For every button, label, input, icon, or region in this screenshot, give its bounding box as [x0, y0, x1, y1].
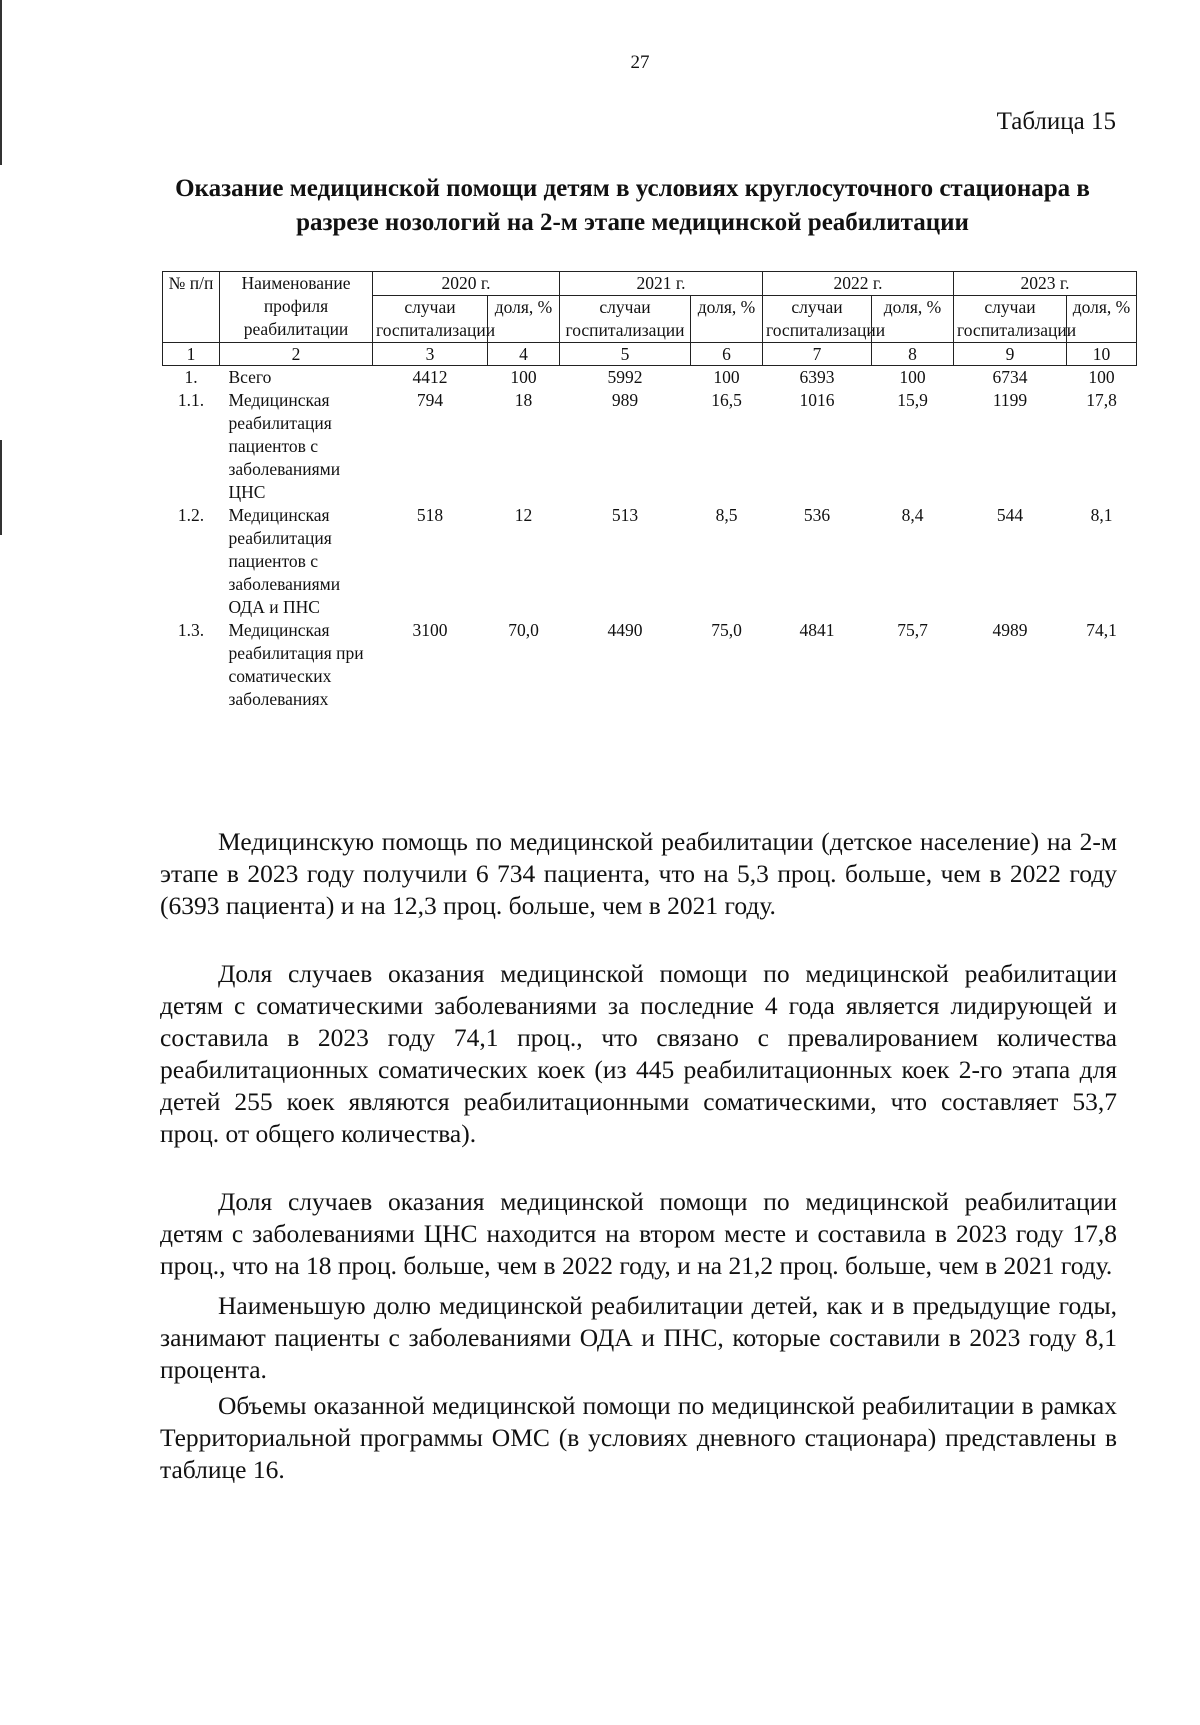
cell-value: 100 [1088, 367, 1115, 387]
col-header-profile: Наименование профиля реабилитации [220, 272, 373, 343]
cell-value: 8,1 [1090, 505, 1113, 525]
cell-value: 1016 [799, 390, 835, 410]
col-header-share: доля, % [872, 296, 954, 343]
column-number: 9 [954, 343, 1067, 366]
table-row [163, 619, 1137, 711]
cell-value: 536 [803, 505, 831, 525]
cell-value: 544 [996, 505, 1024, 525]
header-row-column-numbers [163, 343, 1137, 366]
cell-value: 4490 [607, 620, 643, 640]
row-number: 1.2. [177, 505, 205, 525]
col-header-cases: случаи госпитализации [560, 296, 691, 343]
table-row [163, 366, 1137, 390]
cell-value: 518 [416, 505, 444, 525]
column-number: 10 [1067, 343, 1137, 366]
cell-value: 513 [611, 505, 639, 525]
cell-value: 8,4 [901, 505, 924, 525]
table-row [163, 389, 1137, 504]
row-number: 1.3. [177, 620, 205, 640]
cell-value: 6393 [799, 367, 835, 387]
body-paragraph: Объемы оказанной медицинской помощи по медицинской реабилитации в рамках Территориальной программы ОМС (в условиях дневного стационара) представлены в таблице 16. [160, 1391, 1117, 1484]
column-number: 6 [691, 343, 763, 366]
column-number: 4 [488, 343, 560, 366]
body-paragraph: Доля случаев оказания медицинской помощи по медицинской реабилитации детям с соматическими заболеваниями за последние 4 года является лидирующей и составила в 2023 году 74,1 проц., что связано с превалированием количества реабилитационных соматических коек (из 445 реабилитационных коек 2-го этапа для детей 255 коек являются реабилитационными соматическими, что составляет 53,7 проц. от общего количества). [160, 959, 1117, 1148]
cell-value: 100 [713, 367, 740, 387]
row-name: Медицинская реабилитация при соматических заболеваниях [228, 620, 364, 709]
cell-value: 794 [416, 390, 444, 410]
col-header-cases: случаи госпитализации [763, 296, 872, 343]
table-label: Таблица 15 [996, 108, 1116, 135]
cell-value: 75,7 [897, 620, 928, 640]
rehabilitation-table [162, 271, 1137, 711]
cell-value: 4989 [992, 620, 1028, 640]
col-header-year: 2021 г. [560, 272, 763, 296]
col-header-year: 2023 г. [954, 272, 1137, 296]
col-header-year: 2020 г. [373, 272, 560, 296]
column-number: 8 [872, 343, 954, 366]
cell-value: 3100 [412, 620, 448, 640]
cell-value: 989 [611, 390, 639, 410]
col-header-cases: случаи госпитализации [373, 296, 488, 343]
cell-value: 16,5 [711, 390, 742, 410]
col-header-share: доля, % [1067, 296, 1137, 343]
cell-value: 17,8 [1086, 390, 1117, 410]
cell-value: 75,0 [711, 620, 742, 640]
cell-value: 15,9 [897, 390, 928, 410]
cell-value: 12 [514, 505, 533, 525]
cell-value: 4841 [799, 620, 835, 640]
body-paragraph: Наименьшую долю медицинской реабилитации детей, как и в предыдущие годы, занимают пациенты с заболеваниями ОДА и ПНС, которые составили в 2023 году 8,1 процента. [160, 1291, 1117, 1384]
cell-value: 100 [899, 367, 926, 387]
column-number: 1 [163, 343, 220, 366]
row-name: Всего [228, 367, 272, 387]
table-row [163, 504, 1137, 619]
col-header-share: доля, % [691, 296, 763, 343]
cell-value: 18 [514, 390, 533, 410]
row-number: 1. [184, 367, 198, 387]
scan-edge-line [0, 0, 2, 165]
cell-value: 8,5 [715, 505, 738, 525]
table-title: Оказание медицинской помощи детям в условиях круглосуточного стационара в разрезе нозологий на 2-м этапе медицинской реабилитации [175, 175, 1090, 236]
col-header-cases: случаи госпитализации [954, 296, 1067, 343]
row-name: Медицинская реабилитация пациентов с заболеваниями ОДА и ПНС [228, 505, 341, 617]
column-number: 5 [560, 343, 691, 366]
cell-value: 6734 [992, 367, 1028, 387]
cell-value: 100 [510, 367, 537, 387]
body-paragraph: Медицинскую помощь по медицинской реабилитации (детское население) на 2-м этапе в 2023 году получили 6 734 пациента, что на 5,3 проц. больше, чем в 2022 году (6393 пациента) и на 12,3 проц. больше, чем в 2021 году. [160, 827, 1117, 920]
col-header-share: доля, % [488, 296, 560, 343]
col-header-number: № п/п [163, 272, 220, 343]
cell-value: 74,1 [1086, 620, 1117, 640]
column-number: 3 [373, 343, 488, 366]
cell-value: 70,0 [508, 620, 539, 640]
scan-edge-line [0, 440, 2, 535]
cell-value: 5992 [607, 367, 643, 387]
header-row-years [163, 272, 1137, 296]
page-number: 27 [630, 52, 650, 73]
column-number: 2 [220, 343, 373, 366]
row-name: Медицинская реабилитация пациентов с заболеваниями ЦНС [228, 390, 341, 502]
row-number: 1.1. [177, 390, 205, 410]
body-paragraph: Доля случаев оказания медицинской помощи по медицинской реабилитации детям с заболеваниями ЦНС находится на втором месте и составила в 2023 году 17,8 проц., что на 18 проц. больше, чем в 2022 году, и на 21,2 проц. больше, чем в 2021 году. [160, 1187, 1117, 1280]
col-header-year: 2022 г. [763, 272, 954, 296]
column-number: 7 [763, 343, 872, 366]
cell-value: 1199 [992, 390, 1028, 410]
cell-value: 4412 [412, 367, 448, 387]
